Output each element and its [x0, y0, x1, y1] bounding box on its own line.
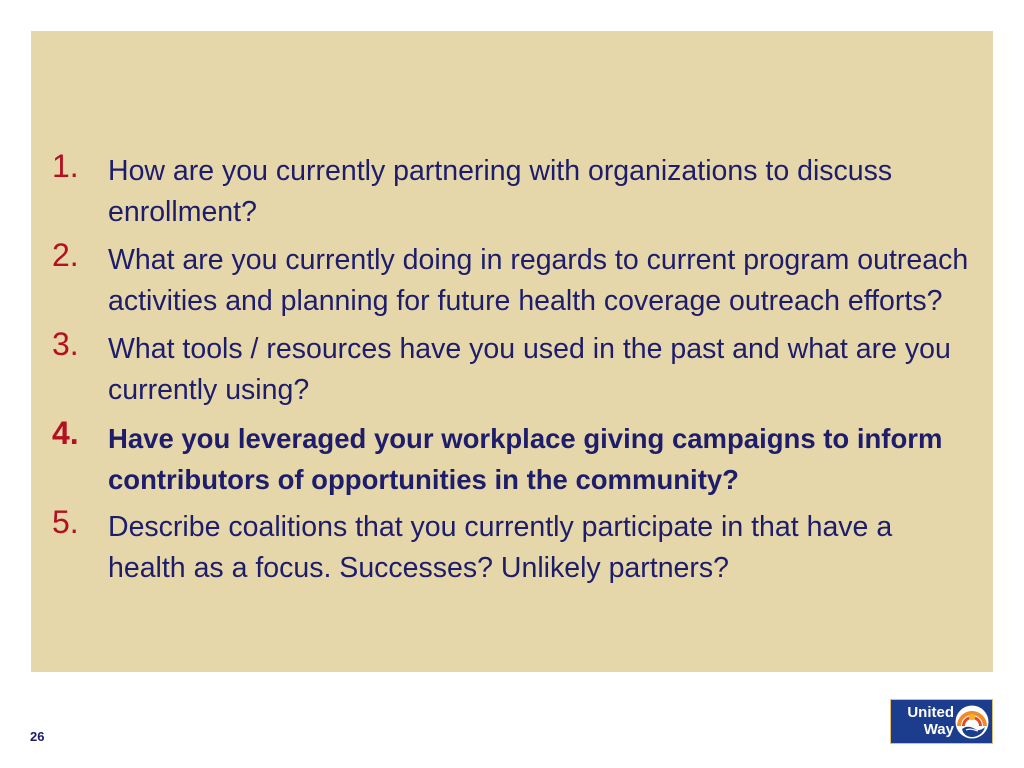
- question-item-2: [31, 237, 993, 322]
- question-text-1: How are you currently partnering with organizations to discuss enrollment?: [108, 155, 893, 228]
- question-item-4: [31, 415, 993, 500]
- united-way-emblem-icon: [954, 704, 990, 740]
- page-number: 26: [30, 729, 45, 744]
- question-text-5: Describe coalitions that you currently participate in that have a health as a focus. Successes? Unlikely partners?: [108, 511, 893, 584]
- logo-text: [896, 704, 954, 738]
- question-item-5: [31, 504, 993, 589]
- question-number-5: 5.: [52, 504, 79, 540]
- question-list: [31, 148, 993, 596]
- question-text-2: What are you currently doing in regards to current program outreach activities and planning for future health coverage outreach efforts?: [108, 244, 969, 317]
- question-number-2: 2.: [52, 237, 79, 273]
- united-way-logo: [890, 699, 993, 744]
- question-number-1: 1.: [52, 148, 79, 184]
- logo-line-1: United: [907, 704, 954, 721]
- question-text-3: What tools / resources have you used in the past and what are you currently using?: [108, 333, 951, 406]
- logo-line-2: Way: [923, 721, 954, 738]
- question-item-3: [31, 326, 993, 411]
- question-item-1: [31, 148, 993, 233]
- question-number-4: 4.: [52, 415, 79, 451]
- question-text-4: Have you leveraged your workplace giving campaigns to inform contributors of opportunities in the community?: [108, 423, 943, 495]
- question-number-3: 3.: [52, 326, 79, 362]
- content-panel: [31, 31, 993, 672]
